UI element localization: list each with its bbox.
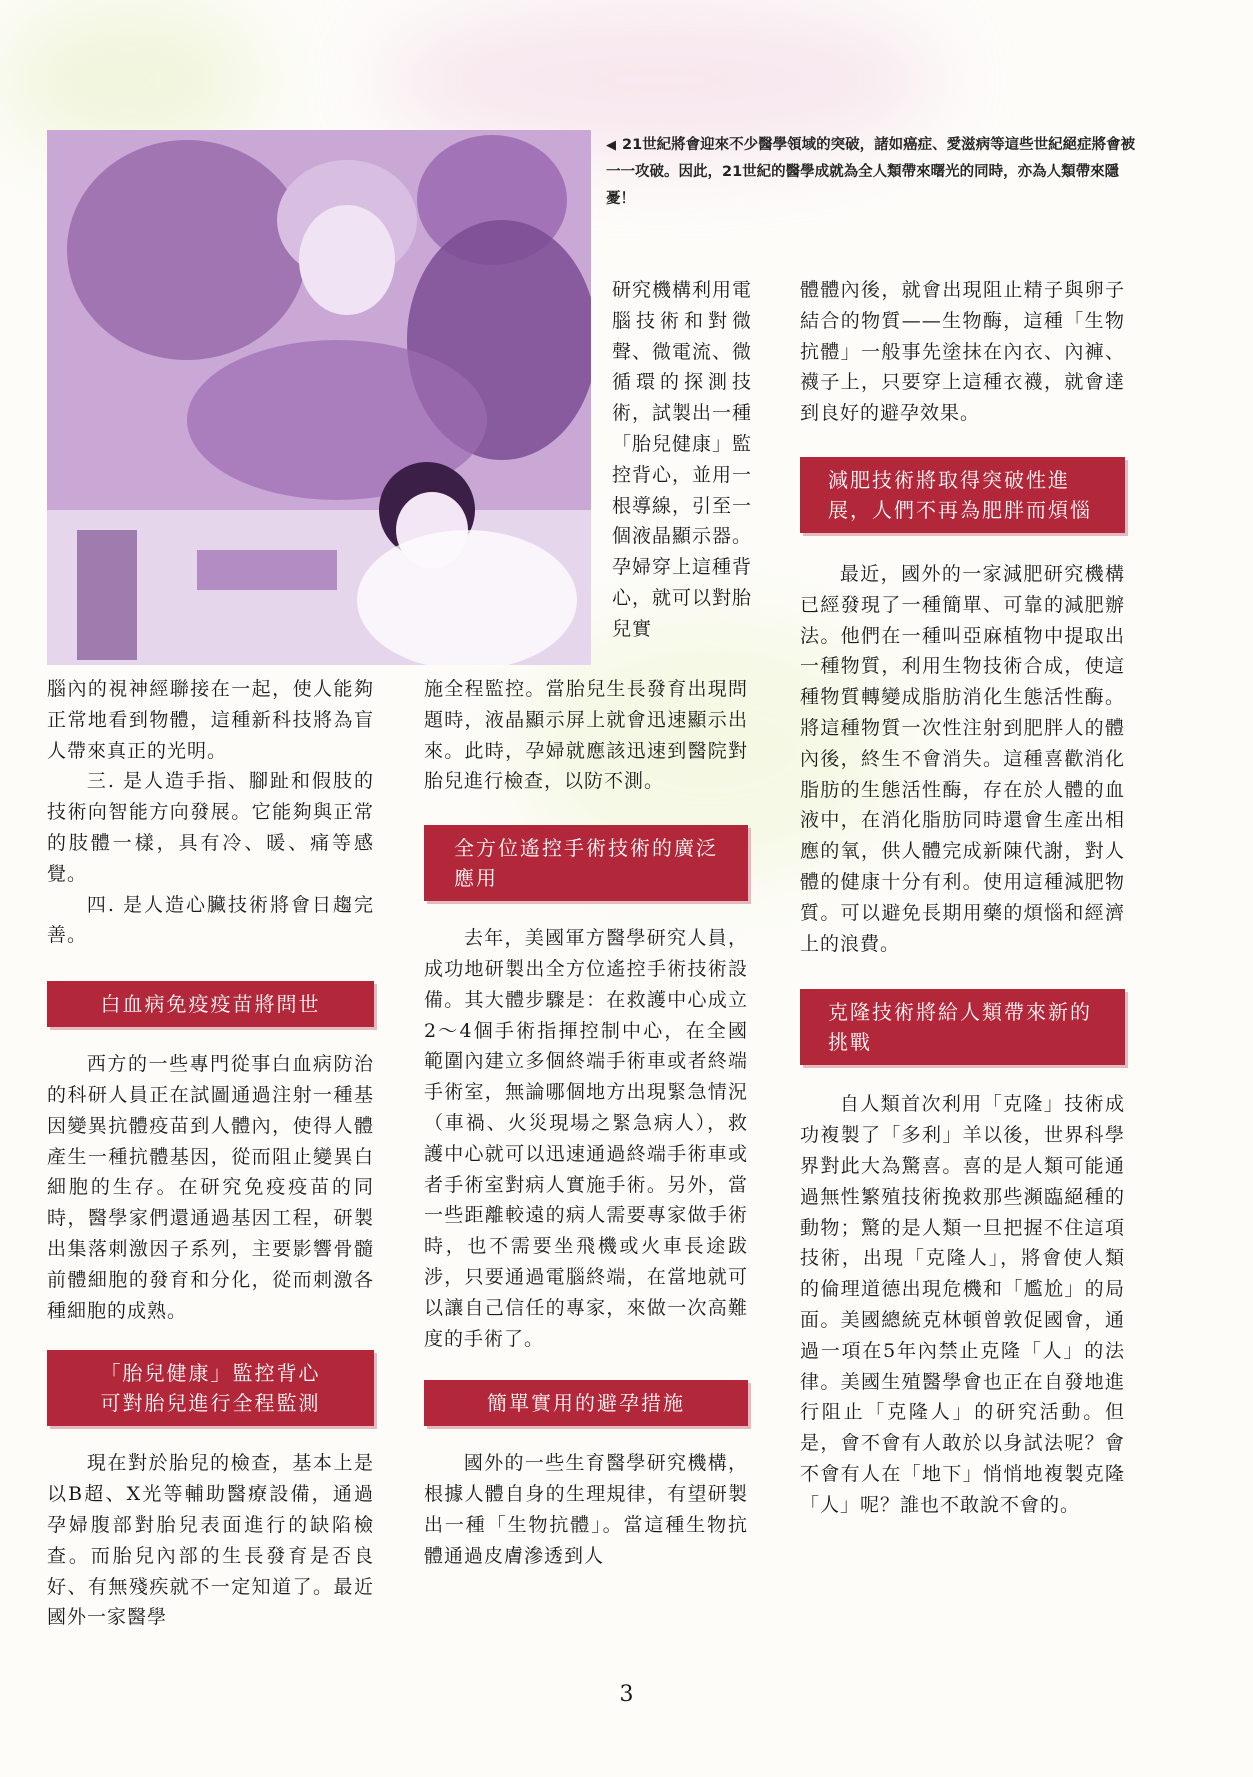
left-paragraph-3: 四. 是人造心臟技術將會日趨完善。 xyxy=(47,893,374,947)
heading-cloning: 克隆技術將給人類帶來新的挑戰 xyxy=(800,989,1125,1065)
left-paragraph-1: 腦內的視神經聯接在一起，使人能夠正常地看到物體，這種新科技將為盲人帶來真正的光明。 xyxy=(47,678,374,762)
left-paragraph-5: 現在對於胎兒的檢查，基本上是以B超、X光等輔助醫療設備，通過孕婦腹部對胎兒表面進行的缺陷檢查。而胎兒內部的生長發育是否良好、有無殘疾就不一定知道了。最近國外一家醫學 xyxy=(47,1452,374,1629)
middle-paragraph-2: 去年，美國軍方醫學研究人員，成功地研製出全方位遙控手術技術設備。其大體步驟是：在救護中心成立2～4個手術指揮控制中心，在全國範圍內建立多個終端手術車或者終端手術室，無論哪個地方出現緊急情況（車禍、火災現場之緊急病人），救護中心就可以迅速通過終端手術車或者手術室對病人實施手術。另外，當一些距離較遠的病人需要專家做手術時，也不需要坐飛機或火車長途跋涉，只要通過電腦終端，在當地就可以讓自己信任的專家，來做一次高難度的手術了。 xyxy=(424,927,748,1350)
left-column xyxy=(47,674,374,1633)
page-number: 3 xyxy=(619,1682,634,1707)
caption-text: 21世紀將會迎來不少醫學領域的突破，諸如癌症、愛滋病等這些世紀絕症將會被一一攻破。因此，21世紀的醫學成就為全人類帶來曙光的同時，亦為人類帶來隱憂！ xyxy=(606,137,1136,207)
heading-contraception: 簡單實用的避孕措施 xyxy=(424,1380,748,1426)
surgery-photo-icon xyxy=(47,130,591,665)
heading-remote-surgery: 全方位遙控手術技術的廣泛應用 xyxy=(424,825,748,901)
right-column xyxy=(800,275,1125,1521)
surgery-photo xyxy=(47,130,591,665)
middle-paragraph-1: 施全程監控。當胎兒生長發育出現問題時，液晶顯示屏上就會迅速顯示出來。此時，孕婦就應該迅速到醫院對胎兒進行檢查，以防不測。 xyxy=(424,678,748,793)
heading-fetal-vest-line-2: 可對胎兒進行全程監測 xyxy=(100,1391,321,1416)
right-paragraph-1: 體體內後，就會出現阻止精子與卵子結合的物質——生物酶，這種「生物抗體」一般事先塗抹在內衣、內褲、襪子上，只要穿上這種衣襪，就會達到良好的避孕效果。 xyxy=(800,279,1125,425)
heading-leukemia-vaccine: 白血病免疫疫苗將問世 xyxy=(47,981,374,1027)
right-paragraph-3: 自人類首次利用「克隆」技術成功複製了「多利」羊以後，世界科學界對此大為驚喜。喜的是人類可能通過無性繁殖技術挽救那些瀕臨絕種的動物；驚的是人類一旦把握不住這項技術，出現「克隆人」，將會使人類的倫理道德出現危機和「尷尬」的局面。美國總統克林頓曾敦促國會，通過一項在5年內禁止克隆「人」的法律。美國生殖醫學會也正在自發地進行阻止「克隆人」的研究活動。但是，會不會有人敢於以身試法呢？會不會有人在「地下」悄悄地複製克隆「人」呢？誰也不敢說不會的。 xyxy=(800,1093,1125,1516)
narrow-column-text: 研究機構利用電腦技術和對微聲、微電流、微循環的探測技術，試製出一種「胎兒健康」監控背心，並用一根導線，引至一個液晶顯示器。孕婦穿上這種背心，就可以對胎兒實 xyxy=(612,279,753,640)
heading-weight-loss: 減肥技術將取得突破性進展，人們不再為肥胖而煩惱 xyxy=(800,457,1125,533)
heading-fetal-vest xyxy=(47,1350,374,1426)
caption-arrow-icon: ◀ xyxy=(606,138,616,153)
middle-paragraph-3: 國外的一些生育醫學研究機構，根據人體自身的生理規律，有望研製出一種「生物抗體」。當這種生物抗體通過皮膚滲透到人 xyxy=(424,1452,748,1567)
photo-caption xyxy=(606,132,1136,213)
middle-column xyxy=(424,674,748,1572)
heading-fetal-vest-line-1: 「胎兒健康」監控背心 xyxy=(100,1361,321,1386)
left-paragraph-4: 西方的一些專門從事白血病防治的科研人員正在試圖通過注射一種基因變異抗體疫苗到人體內，使得人體產生一種抗體基因，從而阻止變異白細胞的生存。在研究免疫疫苗的同時，醫學家們還通過基因工程，研製出集落刺激因子系列，主要影響骨髓前體細胞的發育和分化，從而刺激各種細胞的成熟。 xyxy=(47,1053,374,1322)
right-paragraph-2: 最近，國外的一家減肥研究機構已經發現了一種簡單、可靠的減肥辦法。他們在一種叫亞麻植物中提取出一種物質，利用生物技術合成，使這種物質轉變成脂肪消化生態活性酶。將這種物質一次性注射到肥胖人的體內後，終生不會消失。這種喜歡消化脂肪的生態活性酶，存在於人體的血液中，在消化脂肪同時還會生產出相應的氧，供人體完成新陳代謝，對人體的健康十分有利。使用這種減肥物質。可以避免長期用藥的煩惱和經濟上的浪費。 xyxy=(800,562,1125,955)
left-paragraph-2: 三. 是人造手指、腳趾和假肢的技術向智能方向發展。它能夠與正常的肢體一樣，具有冷、暖、痛等感覺。 xyxy=(47,770,374,885)
